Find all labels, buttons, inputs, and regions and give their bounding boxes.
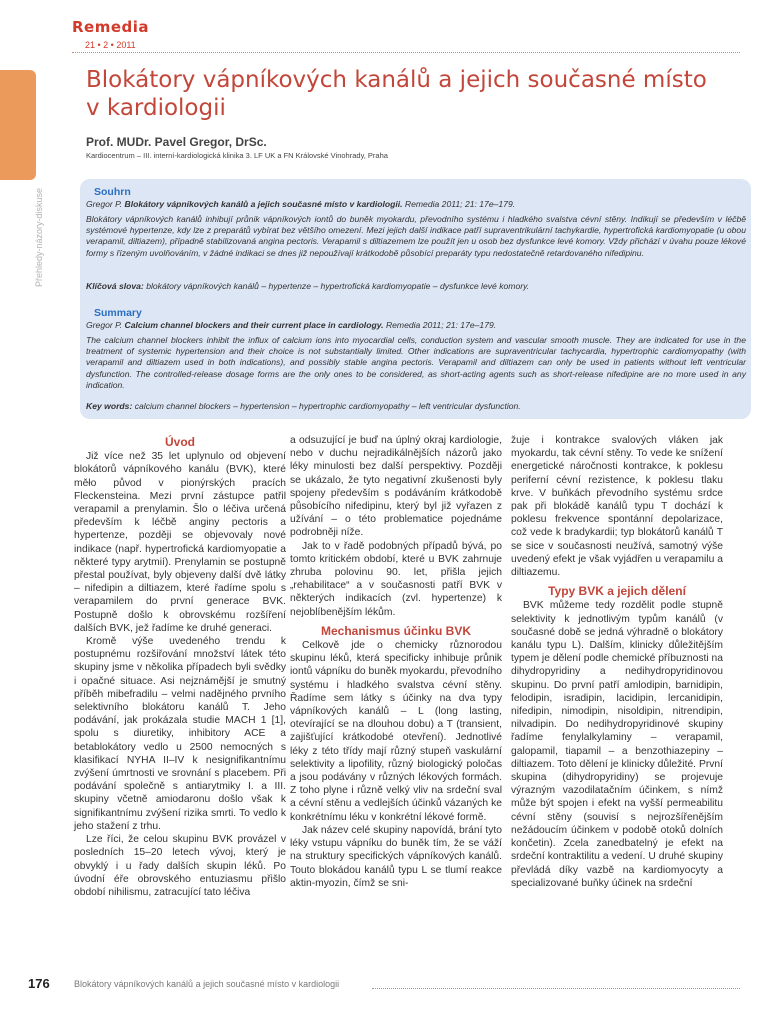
running-title: Blokátory vápníkových kanálů a jejich současné místo v kardiologii: [74, 979, 340, 989]
souhrn-citation: [86, 199, 746, 210]
section-heading-typy: Typy BVK a jejich dělení: [548, 584, 686, 599]
paragraph: žuje i kontrakce svalových vláken jak myokardu, tak cévní stěny. To vede ke snížení energetické náročnosti kontrakce, k poklesu periferní cévní rezistence, k poklesu tlaku krve. V buňkách převodního systému srdce pak při blokádě kanálů typu T dochází k poklesu frekvence spontánní depolarizace, což vede k bradykardii; typ blokátorů kanálů T se sice v současnosti neužívá, samotný výše uvedený efekt je však vyjádřen u verapamilu a diltiazemu.: [511, 435, 723, 579]
column-3: [511, 434, 723, 890]
header-rule: [72, 52, 740, 53]
paragraph: Jak to v řadě podobných případů bývá, po tomto kritickém období, které u BVK zahrnuje zhruba polovinu 90. let, přišla jejich „rehabilitace“ a v současnosti patří BVK v některých indikacích (zvl. hypertenze) k nejoblíbenějším lékům.: [290, 540, 502, 618]
paragraph: Již více než 35 let uplynulo od objevení blokátorů vápníkového kanálu (BVK), které měło původ v pionýrských pracích Fleckensteina. Mezi první zástupce patřil verapamil a prenylamin. Šlo o léčiva určená především k léčbě anginy pectoris a hypertenze, později se objevovaly nové indikace (např. hypertrofická kardiomyopatie a některé typy arytmií). Prenylamin se postupně přestal používat, byly objeveny další dvě látky – nifedipin a diltiazem, které řadíme spolu s verapamilem do první generace BVK. Postupně došlo k obrovskému rozšíření dalších BVK, jež řadíme ke druhé generaci.: [74, 451, 286, 634]
summary-keywords-label: Key words:: [86, 401, 133, 411]
paragraph: BVK můžeme tedy rozdělit podle stupně selektivity k jednotlivým typům kanálů (v současné době se jedná výhradně o blokátory kanálu typu L). Dalším, klinicky důležitějším typem je dělení podle chemické příbuznosti na dihydropyridiny a nedihydropyridinovou skupinu. Do první patří amlodipin, barnidipin, felodipin, isradipin, lacidipin, lercanidipin, nifedipin, nimodipin, nisoldipin, nitrendipin, nilvadipin. Do nedihydropyridinové skupiny řadíme fenylalkylaminy – verapamil, galopamil, tiapamil – a benzothiazepiny – diltiazem. Toto dělení je klinicky důležité. První skupina (dihydropyridiny) se projevuje výrazným vazodilatačním účinkem, s nímž může být spojen i efekt na vyšší permeabilitu cévní stěny (souvisí s nejrozšířenějším nežádoucím účinkem v podobě otoků dolních končetin). Zcela zanedbatelný je efekt na srdeční kontraktilitu a vedení. U druhé skupiny převládá díky vazbě na kardiomyocyty a specializované buňky účinek na srdeční: [511, 600, 723, 889]
paragraph: a odsuzující je buď na úplný okraj kardiologie, nebo v duchu nejradikálnějších názorů jako léky minulosti bez další perspektivy. Později se ukázalo, že tyto negativní zkušenosti byly spojeny především s podáváním krátkodobě působícího nifedipinu, který byl již vyřazen z užívání – o této problematice pojednáme podrobněji níže.: [290, 435, 502, 539]
souhrn-keywords-label: Klíčová slova:: [86, 281, 144, 291]
souhrn-citation-author: Gregor P.: [86, 199, 123, 209]
summary-citation-title: Calcium channel blockers and their current place in cardiology.: [124, 320, 384, 330]
summary-keywords: [86, 401, 746, 412]
section-heading-mechanismus: Mechanismus účinku BVK: [320, 623, 472, 638]
summary-heading: Summary: [94, 307, 142, 319]
summary-citation: [86, 320, 746, 331]
issue-number: 21 • 2 • 2011: [85, 40, 136, 50]
paragraph: Lze říci, že celou skupinu BVK provázel v posledních 15–20 letech vývoj, který je obvyklý i u řady dalších skupin léků. Po úvodní éře obrovského entuziasmu přišlo období nihilismu, zatracující tato léčiva: [74, 834, 286, 898]
souhrn-citation-title: Blokátory vápníkových kanálů a jejich současné místo v kardiologii.: [124, 199, 403, 209]
page-number: 176: [28, 976, 50, 991]
summary-text: The calcium channel blockers inhibit the influx of calcium ions into myocardial cells, conduction system and vascular smooth muscle. They are indicated for use in the treatment of systemic hypertension and their choice is not substantially limited. Other indications are supraventricular tachycardia, hypertrophic cardiomyopathy (with verapamil and diltiazem used in both indications), and possibly stable angina pectoris. Verapamil and diltiazem can only be used in patients without left ventricular dysfunction. The controlled-release dosage forms are the only ones to be considered, as short-acting agents such as short-release nifedipine are no more used in any indication.: [86, 335, 746, 390]
section-label: Přehledy-názory-diskuse: [34, 188, 44, 288]
affiliation: Kardiocentrum – III. interní-kardiologická klinika 3. LF UK a FN Královské Vinohrady, Praha: [86, 151, 388, 160]
souhrn-text: Blokátory vápníkových kanálů inhibují průnik vápníkových iontů do buněk myokardu, převodního systému i hladkého svalstva cévní stěny. Indikují se především v léčbě systémové hypertenze, kdy lze z preparátů vybírat bez většího omezení. Mezi jejich další indikace patří supraventrikulární tachykardie, hypertrofická kardiomyopatie (u obou verapamil, diltiazem), případně stabilizovaná angina pectoris. Verapamil s diltiazemem lze použít jen u osob bez dysfunkce levé komory. Vždy přichází v úvahu pouze lékové formy s řízeným uvolňováním, v žádné indikaci se dnes již nepoužívají krátkodobě působící preparáty typu nedostatečně retardovaného nifedipinu.: [86, 214, 746, 258]
summary-citation-ref: Remedia 2011; 21: 17e–179.: [385, 320, 497, 330]
section-heading-uvod: Úvod: [165, 435, 195, 449]
paragraph: Jak název celé skupiny napovídá, brání tyto léky vstupu vápníku do buněk tím, že se váží na struktury specifických vápníkových kanálů. Touto blokádou kanálů typu L se tlumí reakce aktin-myozin, čímž se sni-: [290, 824, 502, 889]
summary-citation-author: Gregor P.: [86, 320, 123, 330]
paragraph: Kromě výše uvedeného trendu k postupnému rozšiřování množství látek této skupiny jsme v několika případech byli svědky i opačné situace. Asi nejznámější je smutný příběh mibefradilu – velmi nadějného prvního selektivního blokátoru kanálů T. Jeho podávání, jak prokázala studie MACH 1 [1], spolu s diuretiky, inhibitory ACE a betablokátory vedlo u 2500 nemocných s klasifikací NYHA II–IV k nesignifikantnímu zvýšení úmrtnosti ve srovnání s placebem. Při podávání společně s antiarytmiky I. a III. skupiny včetně amiodaronu došlo však k signifikantnímu zvýšení rizika smrti. To vedlo k jeho stažení z trhu.: [74, 636, 286, 832]
souhrn-citation-ref: Remedia 2011; 21: 17e–179.: [404, 199, 516, 209]
column-2: [290, 434, 502, 890]
article-title: Blokátory vápníkových kanálů a jejich současné místo v kardiologii: [86, 67, 707, 121]
journal-brand: Remedia: [72, 18, 150, 36]
footer-rule: [372, 988, 740, 989]
section-tab: [0, 70, 36, 180]
souhrn-keywords-value: blokátory vápníkových kanálů – hypertenze – hypertrofická kardiomyopatie – dysfunkce levé komory.: [146, 281, 530, 291]
paragraph: Celkově jde o chemicky různorodou skupinu léků, která specificky inhibuje průnik iontů vápníku do buněk myokardu, převodního systému i hladkého svalstva cévní stěny. Řadíme sem látky s účinky na dva typy vápníkových kanálů – L (long lasting, otevírající se na dlouhou dobu) a T (transient, zajišťující krátkodobé otevření). Jednotlivé léky z této třídy mají různý stupeň vaskulární selektivity a lipofility, různý biologický poločas a jsou podávány v různých lékových formách. Z toho plyne i různě velký vliv na srdeční sval a cévní stěnu a vedlejších účinků vázaných ke konkrétnímu léku v konkrétní lékové formě.: [290, 640, 502, 823]
souhrn-keywords: [86, 281, 746, 292]
column-1: [74, 434, 286, 899]
souhrn-heading: Souhrn: [94, 186, 131, 198]
summary-keywords-value: calcium channel blockers – hypertension – hypertrophic cardiomyopathy – left ventricular dysfunction.: [134, 401, 521, 411]
author: Prof. MUDr. Pavel Gregor, DrSc.: [86, 135, 267, 149]
